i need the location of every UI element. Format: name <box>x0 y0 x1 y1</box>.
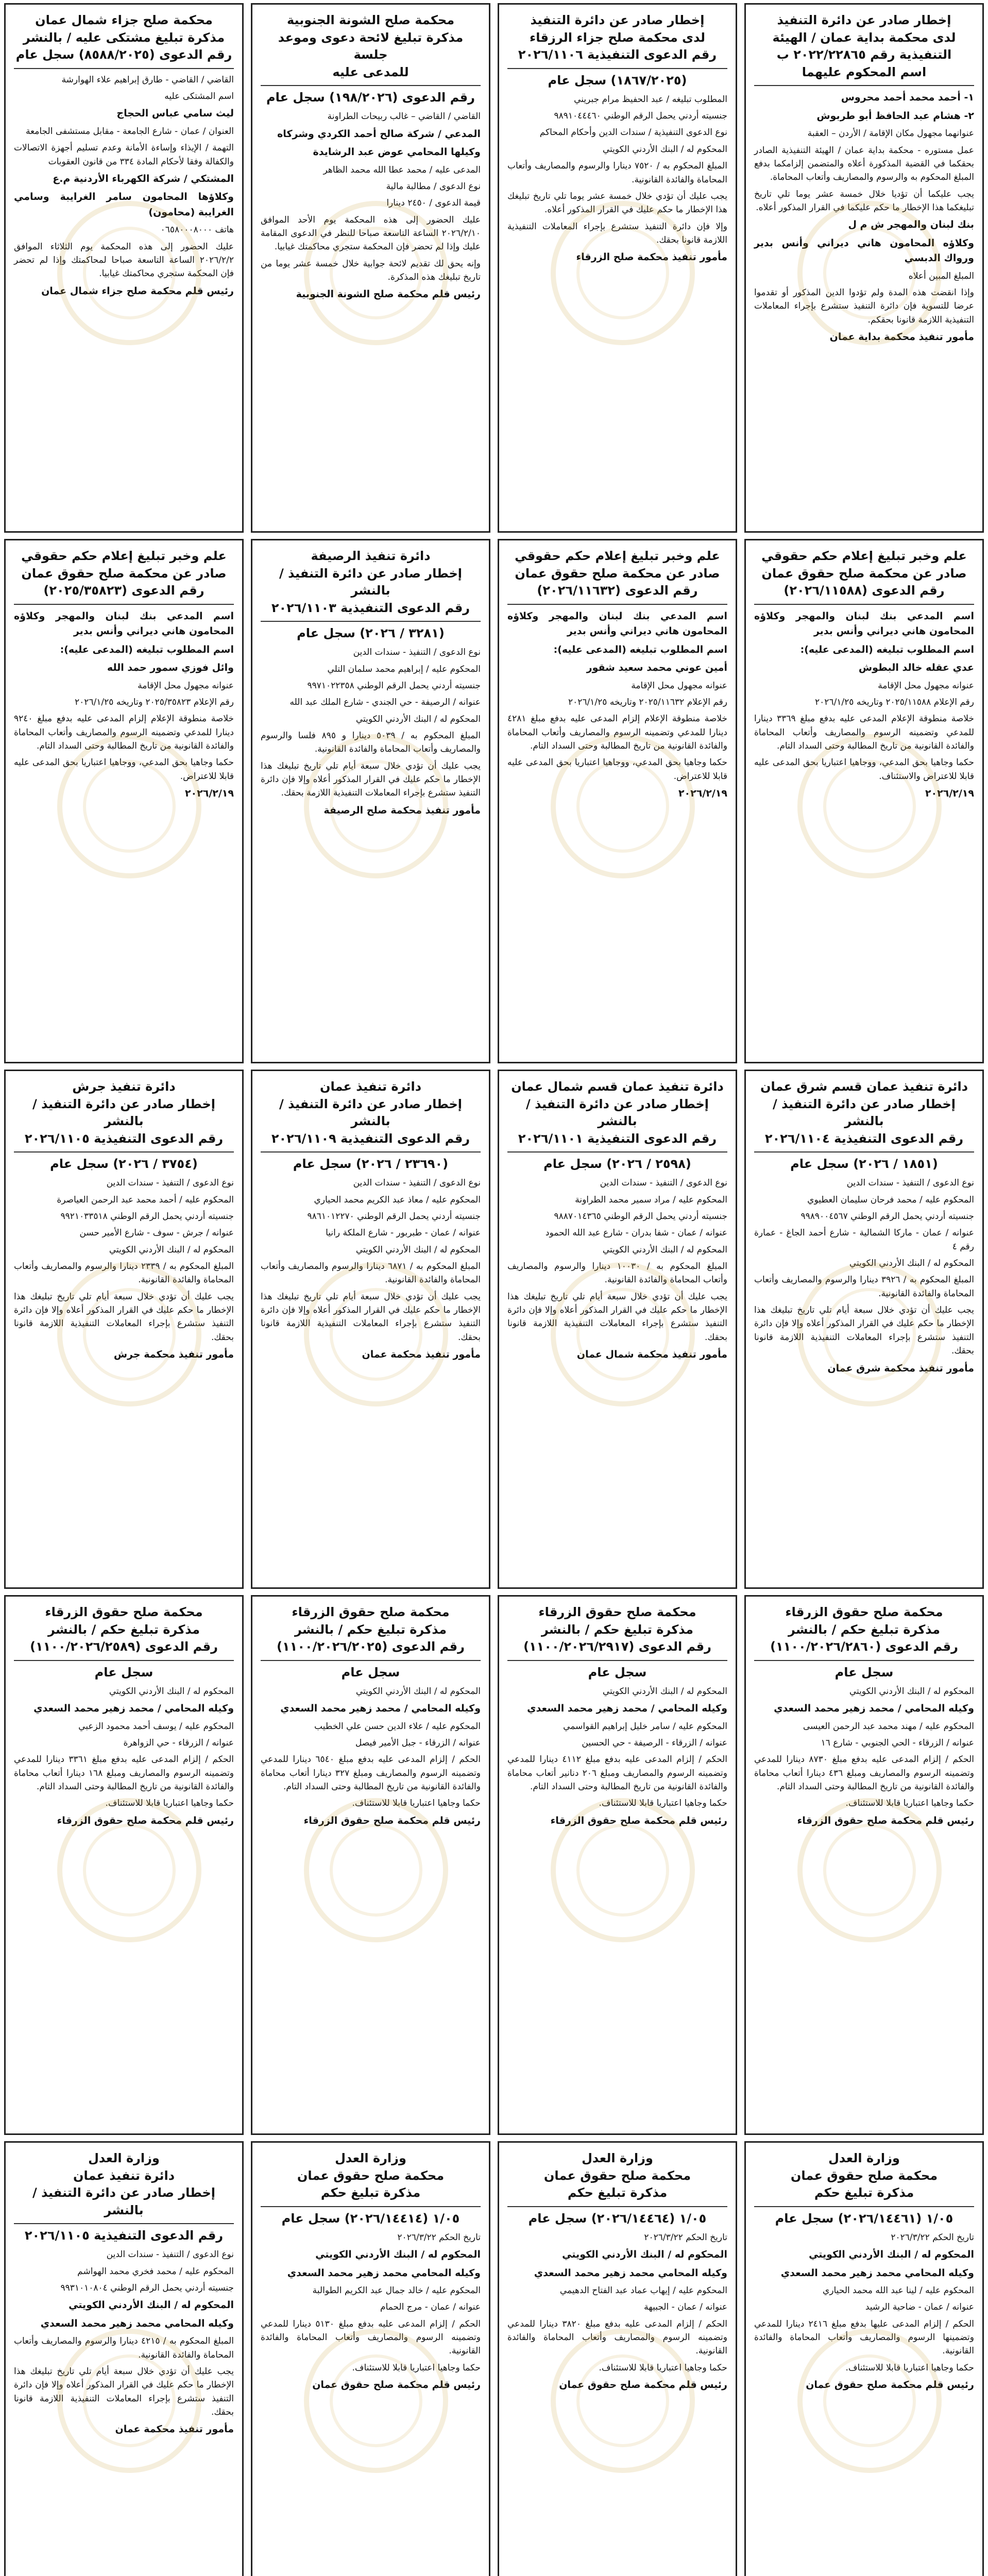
notice-heading <box>754 1078 974 1153</box>
notice-heading-line: إخطار صادر عن دائرة التنفيذ / بالنشر <box>525 1096 709 1129</box>
case-number: (٢٥٩٨ / ٢٠٢٦) سجل عام <box>543 1157 691 1172</box>
notice-paragraph: الحكم / إلزام المدعى عليه بدفع مبلغ ٣٨٢٠ دينارا للمدعي وتضمينه الرسوم والمصاريف وأتعاب المحاماة والفائدة القانونية. <box>507 2318 727 2357</box>
notice-paragraph: عليك الحضور إلى هذه المحكمة يوم الثلاثاء الموافق ٢٠٢٦/٢/٢ الساعة التاسعة صباحا لمحاكمتك وإذا لم تحضر فإن المحكمة ستجري محاكمتك غيابيا. <box>14 241 234 279</box>
notice-heading-line: دائرة تنفيذ عمان قسم شمال عمان <box>511 1079 724 1094</box>
notice-paragraph: نوع الدعوى / مطالبة مالية <box>386 181 481 192</box>
notice-paragraph: الحكم / إلزام المدعى عليه بدفع مبلغ ٤١١٢ دينارا للمدعي وتضمينه الرسوم والمصاريف ومبلغ ٢٠٦ دنانير أتعاب محاماة والفائدة القانونية من تاريخ المطالبة وحتى السداد التام. <box>507 1754 727 1792</box>
notice-body <box>14 73 234 299</box>
notice-paragraph: خلاصة منطوقة الإعلام إلزام المدعى عليه بدفع مبلغ ٤٢٨١ دينارا للمدعي وتضمينه الرسوم والمصاريف وأتعاب المحاماة والفائدة القانونية من تاريخ المطالبة وحتى السداد التام. <box>507 714 727 751</box>
notice-paragraph: اسم المدعي بنك لبنان والمهجر وكلاؤه المحامون هاني ديراني وأنس بدير <box>14 610 234 637</box>
notice-body <box>507 1176 727 1362</box>
notice-paragraph: وكيله المحامي محمد زهير محمد السعدي <box>40 2317 234 2329</box>
notice-heading-line: رقم الدعوى التنفيذية ٢٠٢٦/١١٠٤ <box>764 1131 964 1146</box>
notice-paragraph: الحكم / إلزام المدعى عليه بدفع مبلغ ٨٧٣٠ دينارا للمدعي وتضمينه الرسوم والمصاريف ومبلغ ٤٣٦ دينارا أتعاب محاماة والفائدة القانونية من تاريخ المطالبة وحتى السداد التام. <box>754 1754 975 1792</box>
notice-paragraph: مأمور تنفيذ محكمة جرش <box>113 1349 234 1361</box>
notice-paragraph: العنوان / عمان - شارع الجامعة - مقابل مستشفى الجامعة <box>25 126 234 137</box>
notice-heading-line: لدى محكمة صلح جزاء الرزقاء <box>529 30 706 45</box>
notice-paragraph: جنسيته أردني يحمل الرقم الوطني ٩٨٦١٠١٢٢٧٠ <box>307 1211 481 1222</box>
notice-body <box>261 1685 481 1828</box>
notice-heading-line: للمدعى عليه <box>332 64 409 79</box>
notice-heading <box>507 2150 727 2207</box>
notice-paragraph: وكيله المحامي / محمد زهير محمد السعدي <box>280 1703 481 1715</box>
notice-paragraph: وكيله المحامي / محمد زهير محمد السعدي <box>774 1703 974 1715</box>
notice-paragraph: ٢٠٢٦/٢/١٩ <box>184 787 234 799</box>
notice-paragraph: المحكوم عليه / لينا عبد الله محمد الحياري <box>823 2285 974 2296</box>
notice-heading-line: إخطار صادر عن دائرة التنفيذ / بالنشر <box>32 1096 216 1129</box>
notice-paragraph: المحكوم له / البنك الأردني الكويتي <box>355 714 481 724</box>
notice-body <box>507 1685 727 1828</box>
notice-heading-line: إخطار صادر عن دائرة التنفيذ <box>777 13 951 27</box>
legal-notice <box>498 539 737 1063</box>
notice-heading-line: رقم الدعوى التنفيذية ٢٠٢٦/١١٠٦ <box>518 47 717 62</box>
notice-paragraph: ٢- هشام عبد الحافظ أبو طربوش <box>816 110 974 122</box>
notice-paragraph: يجب عليك أن تؤدي خلال سبعة أيام تلي تاريخ تبليغك هذا الإخطار ما حكم عليك في القرار المذكور أعلاه وإلا فإن دائرة التنفيذ ستشرع بإجراء المعاملات التنفيذية اللازمة قانونا بحقك. <box>14 2366 234 2417</box>
notice-paragraph: جنسيته أردني يحمل الرقم الوطني ٩٨٩١٠٤٤٤٦٠ <box>554 111 727 122</box>
notice-paragraph: المبلغ المحكوم به / ٢٣٣٩ دينارا والرسوم والمصاريف وأتعاب المحاماة والفائدة القانونية. <box>14 1261 234 1285</box>
notice-paragraph: عنوانه / عمان - مرج الحمام <box>380 2302 481 2313</box>
notice-paragraph: هاتف ٠٦٥٨٠٠٠٨٠٠٠ <box>160 225 234 235</box>
notice-paragraph: المحكوم عليه / مهند محمد عبد الرحمن العيسى <box>803 1721 974 1732</box>
notice-paragraph: عنوانه مجهول محل الإقامة <box>138 680 234 691</box>
notice-heading-line: اسم المحكوم عليهما <box>802 64 927 79</box>
notice-paragraph: وإنه يحق لك تقديم لائحة جوابية خلال خمسة عشر يوما من تاريخ تبليغك هذه المذكرة. <box>261 258 481 282</box>
notice-paragraph: تاريخ الحكم ٢٠٢٦/٣/٢٢ <box>891 2232 974 2243</box>
notice-paragraph: مأمور تنفيذ محكمة عمان <box>362 1349 481 1361</box>
notice-heading <box>507 12 727 69</box>
notice-paragraph: عنوانه مجهول محل الإقامة <box>631 680 727 691</box>
notice-paragraph: رئيس قلم محكمة صلح حقوق عمان <box>312 2379 481 2391</box>
notice-paragraph: القاضي / القاضي – غالب ربيحات الطراونة <box>327 111 481 122</box>
legal-notice <box>498 2141 737 2576</box>
notice-heading <box>754 12 974 86</box>
notice-heading <box>507 1078 727 1153</box>
notice-paragraph: المدعى عليه / محمد عطا الله محمد الظاهر <box>323 164 481 175</box>
legal-notice <box>4 3 244 533</box>
notice-paragraph: الحكم / إلزام المدعى عليه بدفع مبلغ ٦٥٤٠ دينارا للمدعي وتضمينه الرسوم والمصاريف ومبلغ ٣٢٧ دينارا أتعاب محاماة والفائدة القانونية من تاريخ المطالبة وحتى السداد التام. <box>261 1754 481 1792</box>
notice-paragraph: المبلغ المحكوم به / ١٠٠٣٠ دينارا والرسوم والمصاريف وأتعاب المحاماة والفائدة القانونية. <box>507 1261 727 1285</box>
notice-paragraph: رئيس قلم محكمة صلح حقوق الزرقاء <box>57 1815 234 1826</box>
notice-paragraph: المحكوم عليه / معاذ عبد الكريم محمد الحياري <box>314 1194 481 1205</box>
notice-paragraph: تاريخ الحكم ٢٠٢٦/٣/٢٢ <box>397 2232 481 2243</box>
case-number: رقم الدعوى (١٩٨/٢٠٢٦) سجل عام <box>266 90 475 105</box>
notice-body <box>507 2231 727 2393</box>
notice-paragraph: المحكوم عليه / أحمد محمد عبد الرحمن العياصرة <box>57 1194 234 1205</box>
notice-paragraph: عنوانه / الزرقاء - الحي الجنوبي - شارع ١٦ <box>821 1737 974 1748</box>
notice-heading-line: دائرة تنفيذ عمان قسم شرق عمان <box>760 1079 968 1094</box>
notice-paragraph: بنك لبنان والمهجر ش م ل <box>848 219 974 231</box>
notice-heading-line: دائرة تنفيذ الرصيفة <box>311 549 431 563</box>
notice-body <box>261 1176 481 1362</box>
legal-notice <box>744 539 984 1063</box>
notice-paragraph: نوع الدعوى / التنفيذ - سندات الدين <box>106 2249 234 2260</box>
notice-paragraph: جنسيته أردني يحمل الرقم الوطني ٩٩٧١٠٢٢٣٥٨ <box>307 681 481 691</box>
notice-paragraph: عنوانه / الرصيفة - حي الجندي - شارع الملك عبد الله <box>289 697 481 708</box>
notice-paragraph: أمين عوني محمد سعيد شقور <box>586 662 727 674</box>
notice-paragraph: المحكوم عليه / يوسف أحمد محمود الزعبي <box>78 1721 234 1732</box>
notice-paragraph: المحكوم له / البنك الأردني الكويتي <box>355 1686 481 1697</box>
case-number: (٣٢٨١ / ٢٠٢٦) سجل عام <box>297 626 445 641</box>
notice-heading <box>14 548 234 605</box>
case-number: سجل عام <box>834 1665 894 1680</box>
notice-paragraph: اسم المشتكى عليه <box>164 91 234 102</box>
notice-heading-line: إخطار صادر عن دائرة التنفيذ / بالنشر <box>32 2185 216 2217</box>
case-number: ١/٠٥ (٢٠٢٦/١٤٤١٤) سجل عام <box>281 2211 460 2226</box>
notice-paragraph: يجب عليك أن تؤدي خلال سبعة أيام تلي تاريخ تبليغك هذا الإخطار ما حكم عليك في القرار المذكور أعلاه وإلا فإن دائرة التنفيذ ستشرع بإجراء المعاملات التنفيذية اللازمة قانونا بحقك. <box>261 1291 481 1343</box>
legal-notice <box>4 539 244 1063</box>
notice-paragraph: نوع الدعوى التنفيذية / سندات الدين وأحكام المحاكم <box>539 127 727 138</box>
notice-heading-line: محكمة صلح حقوق عمان <box>543 2168 691 2183</box>
notice-paragraph: التهمة / الإيذاء وإساءة الأمانة وعدم تسليم أجهزة الاتصالات والكفالة وفقا لأحكام المادة ٣٣٤ من قانون العقوبات <box>14 143 234 167</box>
notice-paragraph: المحكوم عليه / سامر خليل إبراهيم القواسمي <box>563 1721 727 1732</box>
notice-heading <box>754 2150 974 2207</box>
notice-paragraph: حكما وجاهيا اعتباريا قابلا للاستئناف. <box>599 2362 727 2373</box>
notice-heading-line: صادر عن محكمة صلح حقوق عمان <box>761 566 967 581</box>
notice-paragraph: اسم المطلوب تبليغه (المدعى عليه): <box>60 643 234 655</box>
notice-paragraph: عنوانه / عمان - ضاحية الرشيد <box>865 2302 974 2313</box>
notice-paragraph: عنوانه / عمان - الجبيهة <box>644 2302 727 2313</box>
case-number: سجل عام <box>588 1665 647 1680</box>
notice-paragraph: جنسيته أردني يحمل الرقم الوطني ٩٩٨٩٠٠٤٥٦٧ <box>800 1211 974 1222</box>
notice-paragraph: رئيس قلم محكمة صلح حقوق الزرقاء <box>797 1815 974 1826</box>
notice-paragraph: نوع الدعوى / التنفيذ - سندات الدين <box>600 1178 727 1189</box>
notice-paragraph: رقم الإعلام ٢٠٢٥/١١٦٣٢ وتاريخه ٢٠٢٦/١/٢٥ <box>568 697 727 707</box>
notice-paragraph: المحكوم عليه / محمد فخري محمد الهواشم <box>77 2266 234 2277</box>
notice-paragraph: المحكوم له / البنك الأردني الكويتي <box>355 1244 481 1255</box>
notice-paragraph: مأمور تنفيذ محكمة شرق عمان <box>827 1362 974 1374</box>
notice-heading-line: رقم الدعوى (١١٠٠/٢٠٢٦/٢٥٨٩) <box>30 1639 218 1654</box>
notice-heading-line: مذكرة تبليغ حكم <box>567 2185 668 2200</box>
notice-paragraph: المشتكي / شركة الكهرباء الأردنية م.ع <box>53 173 234 184</box>
notice-paragraph: المحكوم له / البنك الأردني الكويتي <box>315 2249 481 2261</box>
notice-paragraph: ١- أحمد محمد أحمد محروس <box>841 92 974 104</box>
notice-heading-line: رقم الدعوى (١١٠٠/٢٠٢٦/٢٩١٧) <box>523 1639 711 1654</box>
case-number: ١/٠٥ (٢٠٢٦/١٤٤٦٤) سجل عام <box>528 2211 707 2226</box>
legal-notice <box>4 1070 244 1589</box>
notice-paragraph: المحكوم له / البنك الأردني الكويتي <box>109 1686 234 1697</box>
legal-notice <box>251 2141 490 2576</box>
notice-heading <box>507 548 727 605</box>
notice-heading-line: إخطار صادر عن دائرة التنفيذ / بالنشر <box>772 1096 956 1129</box>
notice-heading <box>14 1604 234 1661</box>
notice-body <box>261 110 481 302</box>
legal-notice <box>251 1595 490 2135</box>
notice-heading-line: مذكرة تبليغ حكم <box>814 2185 914 2200</box>
notice-heading-line: محكمة صلح جزاء شمال عمان <box>35 13 213 27</box>
case-number: (١٨٦٧/٢٠٢٥) سجل عام <box>548 73 687 88</box>
notice-heading-line: دائرة تنفيذ عمان <box>319 1079 422 1094</box>
case-number: ١/٠٥ (٢٠٢٦/١٤٤٦١) سجل عام <box>775 2211 953 2226</box>
notice-heading-line: مذكرة تبليغ حكم / بالنشر <box>541 1622 694 1637</box>
notice-paragraph: المبلغ المحكوم به / ٦٨٧١ دينارا والرسوم والمصاريف وأتعاب المحاماة والفائدة القانونية. <box>261 1261 481 1285</box>
legal-notice <box>251 1070 490 1589</box>
notice-heading <box>261 2150 481 2207</box>
notice-heading-line: وزارة العدل <box>88 2151 160 2165</box>
notice-heading-line: إخطار صادر عن دائرة التنفيذ / بالنشر <box>279 566 463 598</box>
notice-paragraph: المحكوم عليه / محمد فرحان سليمان العطيوي <box>807 1194 974 1205</box>
notice-heading-line: مذكرة تبليغ لائحة دعوى وموعد جلسة <box>278 30 464 62</box>
notice-body <box>14 609 234 802</box>
notice-paragraph: الحكم / إلزام المدعى عليه بدفع مبلغ ٣٣٦١ دينارا للمدعي وتضمينه الرسوم والمصاريف ومبلغ ١٦٨ دينارا أتعاب محاماة والفائدة القانونية من تاريخ المطالبة وحتى السداد التام. <box>14 1754 234 1792</box>
notice-paragraph: وكلاؤه المحامون هاني ديراني وأنس بدير ورواك الدبسي <box>754 237 974 264</box>
notice-paragraph: حكما وجاهيا اعتباريا قابلا للاستئناف. <box>845 2362 974 2373</box>
notice-paragraph: المحكوم له / البنك الأردني الكويتي <box>809 2249 974 2261</box>
legal-notice <box>251 539 490 1063</box>
notice-paragraph: عدي عقله خالد البطوش <box>858 662 974 674</box>
notice-paragraph: مأمور تنفيذ محكمة شمال عمان <box>576 1349 727 1361</box>
legal-notice <box>4 2141 244 2576</box>
notice-heading-line: رقم الدعوى التنفيذية ٢٠٢٦/١١٠٩ <box>271 1131 470 1146</box>
notice-paragraph: المدعي / شركة صالح أحمد الكردي وشركاه <box>277 128 481 140</box>
notice-paragraph: خلاصة منطوقة الإعلام المدعى عليه بدفع مبلغ ٣٣٦٩ دينارا للمدعي وتضمينه الرسوم والمصاريف وأتعاب المحاماة والفائدة القانونية من تاريخ المطالبة وحتى السداد التام. <box>754 714 975 751</box>
notice-paragraph: مأمور تنفيذ محكمة صلح الرصيفة <box>323 804 481 816</box>
notice-paragraph: رقم الإعلام ٢٠٢٥/١١٥٨٨ وتاريخه ٢٠٢٦/١/٢٥ <box>815 697 974 707</box>
notice-paragraph: حكما وجاهيا اعتباريا قابلا للاستئناف. <box>352 1798 481 1809</box>
notice-heading-line: علم وخبر تبليغ إعلام حكم حقوقي <box>761 549 967 563</box>
notice-paragraph: الحكم / إلزام المدعى عليه بدفع مبلغ ٥١٣٠ دينارا للمدعي وتضمينه الرسوم والمصاريف وأتعاب المحاماة والفائدة القانونية. <box>261 2318 481 2357</box>
notice-heading-line: رقم الدعوى التنفيذية ٢٠٢٦/١١٠٣ <box>271 600 470 615</box>
notice-paragraph: رئيس قلم محكمة صلح الشونة الجنوبية <box>296 289 481 300</box>
notice-heading-line: صادر عن محكمة صلح حقوق عمان <box>21 566 227 581</box>
notice-paragraph: وكيله المحامي / محمد زهير محمد السعدي <box>33 1703 234 1715</box>
notice-heading-line: مذكرة تبليغ حكم / بالنشر <box>294 1622 447 1637</box>
notice-paragraph: حكما وجاهيا اعتباريا قابلا للاستئناف. <box>105 1798 234 1809</box>
notice-heading-line: رقم الدعوى (٨٥٨٨/٢٠٢٥) سجل عام <box>15 47 232 62</box>
legal-notice <box>4 1595 244 2135</box>
notice-paragraph: المحكوم له / البنك الأردني الكويتي <box>849 1686 974 1697</box>
notice-heading <box>261 12 481 86</box>
notice-paragraph: يجب عليك أن تؤدي خلال سبعة أيام تلي تاريخ تبليغك هذا الإخطار ما حكم عليك في القرار المذكور أعلاه وإلا فإن دائرة التنفيذ ستشرع بإجراء المعاملات التنفيذية اللازمة قانونا بحقك. <box>754 1305 974 1357</box>
notice-heading-line: مذكرة تبليغ مشتكى عليه / بالنشر <box>23 30 225 45</box>
notice-heading-line: مذكرة تبليغ حكم / بالنشر <box>788 1622 941 1637</box>
legal-notice <box>498 3 737 533</box>
notice-heading-line: إخطار صادر عن دائرة التنفيذ / بالنشر <box>279 1096 463 1129</box>
notice-paragraph: يجب عليك أن تؤدي خلال سبعة أيام تلي تاريخ تبليغك هذا الإخطار ما حكم عليك في القرار المذكور أعلاه وإلا فإن دائرة التنفيذ ستشرع بإجراء المعاملات التنفيذية اللازمة قانونا بحقك. <box>507 1291 727 1343</box>
notice-heading-line: وزارة العدل <box>335 2151 406 2165</box>
notice-heading-line: مذكرة تبليغ حكم / بالنشر <box>47 1622 200 1637</box>
notice-paragraph: رئيس قلم محكمة صلح جزاء شمال عمان <box>41 285 234 297</box>
notice-body <box>754 1685 974 1828</box>
notice-paragraph: وإلا فإن دائرة التنفيذ ستشرع بإجراء المعاملات التنفيذية اللازمة قانونا بحقك. <box>507 221 727 245</box>
notice-heading <box>507 1604 727 1661</box>
legal-notice <box>498 1070 737 1589</box>
notice-paragraph: عنوانه / الزرقاء - الرصيفة - حي الحسين <box>582 1737 727 1748</box>
notice-paragraph: المحكوم عليه / مراد سمير محمد الطراونة <box>575 1194 727 1205</box>
notice-heading-line: صادر عن محكمة صلح حقوق عمان <box>515 566 720 581</box>
notice-paragraph: ٢٠٢٦/٢/١٩ <box>678 787 727 799</box>
legal-notice <box>744 2141 984 2576</box>
notice-heading-line: رقم الدعوى (١١٠٠/٢٠٢٦/٢٠٢٥) <box>277 1639 465 1654</box>
legal-notice <box>251 3 490 533</box>
notice-paragraph: يجب عليك أن تؤدي خلال سبعة أيام تلي تاريخ تبليغك هذا الإخطار ما حكم عليك في القرار المذكور أعلاه وإلا فإن دائرة التنفيذ ستشرع بإجراء المعاملات التنفيذية اللازمة قانونا بحقك. <box>14 1291 234 1343</box>
legal-notice <box>744 1070 984 1589</box>
notice-heading-line: محكمة صلح حقوق الزرقاء <box>785 1605 943 1619</box>
notice-paragraph: المحكوم عليه / علاء الدين حسن علي الخطيب <box>314 1721 481 1732</box>
notice-heading-line: محكمة صلح حقوق الزرقاء <box>538 1605 696 1619</box>
case-number: سجل عام <box>94 1665 154 1680</box>
notice-body <box>754 90 974 345</box>
notice-paragraph: وكيله المحامي محمد زهير محمد السعدي <box>780 2267 974 2279</box>
notice-heading <box>754 1604 974 1661</box>
notice-paragraph: عنوانه / الزرقاء - حي الزواهرة <box>123 1737 234 1748</box>
notice-heading-line: رقم الدعوى (١١٠٠/٢٠٢٦/٢٨٦٠) <box>770 1639 958 1654</box>
notice-heading-line: رقم الدعوى التنفيذية ٢٠٢٦/١١٠٥ <box>24 1131 224 1146</box>
notice-paragraph: نوع الدعوى / التنفيذ - سندات الدين <box>846 1178 974 1189</box>
notice-paragraph: خلاصة منطوقة الإعلام إلزام المدعى عليه بدفع مبلغ ٩٢٤٠ دينارا للمدعي وتضمينه الرسوم والمصاريف وأتعاب المحاماة والفائدة القانونية من تاريخ المطالبة وحتى السداد التام. <box>14 714 234 751</box>
notice-paragraph: رئيس قلم محكمة صلح حقوق عمان <box>806 2379 974 2391</box>
notice-paragraph: المحكوم له / البنك الأردني الكويتي <box>562 2249 727 2261</box>
notice-heading-line: إخطار صادر عن دائرة التنفيذ <box>530 13 705 27</box>
notice-paragraph: اسم المدعي بنك لبنان والمهجر وكلاؤه المحامون هاني ديراني وأنس بدير <box>754 610 974 637</box>
notice-paragraph: يجب عليك أن تؤدي خلال خمسة عشر يوما تلي تاريخ تبليغك هذا الإخطار ما حكم عليك في القرار المذكور أعلاه. <box>507 191 727 215</box>
notice-paragraph: عنوانهما مجهول مكان الإقامة / الأردن – العقبة <box>807 128 974 139</box>
notice-paragraph: نوع الدعوى / التنفيذ - سندات الدين <box>353 1178 481 1189</box>
notice-paragraph: حكما وجاهيا اعتباريا قابلا للاستئناف. <box>845 1798 974 1809</box>
notice-paragraph: عليك الحضور إلى هذه المحكمة يوم الأحد الموافق ٢٠٢٦/٢/١٠ الساعة التاسعة صباحا للنظر في الدعوى المقامة عليك وإذا لم تحضر فإن المحكمة ستجري محاكمتك غيابيا. <box>261 214 481 252</box>
notice-paragraph: المحكوم عليه / إبراهيم محمد سلمان التلي <box>327 664 481 674</box>
notice-paragraph: تاريخ الحكم ٢٠٢٦/٣/٢٢ <box>644 2232 727 2243</box>
notice-body <box>261 2231 481 2393</box>
notice-heading-line: علم وخبر تبليغ إعلام حكم حقوقي <box>515 549 720 563</box>
notice-heading-line: محكمة صلح الشونة الجنوبية <box>286 13 455 27</box>
notice-paragraph: نوع الدعوى / التنفيذ - سندات الدين <box>106 1178 234 1189</box>
notice-paragraph: عنوانه / عمان - شفا بدران - شارع عبد الله الحمود <box>545 1228 727 1239</box>
notice-paragraph: حكما وجاهيا بحق المدعي، ووجاهيا اعتباريا بحق المدعى عليه قابلا للاعتراض والاستئناف. <box>754 757 974 782</box>
notice-body <box>261 646 481 818</box>
notice-paragraph: نوع الدعوى / التنفيذ - سندات الدين <box>353 647 481 658</box>
notice-heading-line: محكمة صلح حقوق الزرقاء <box>292 1605 450 1619</box>
notice-heading-line: رقم الدعوى التنفيذية ٢٠٢٦/١١٠١ <box>518 1131 717 1146</box>
notice-paragraph: رئيس قلم محكمة صلح حقوق عمان <box>559 2379 727 2391</box>
notice-paragraph: يجب عليك أن تؤدي خلال سبعة أيام تلي تاريخ تبليغك هذا الإخطار ما حكم عليك في القرار المذكور أعلاه وإلا فإن دائرة التنفيذ ستشرع بإجراء المعاملات التنفيذية اللازمة بحقك. <box>261 760 481 799</box>
notice-paragraph: المبلغ المحكوم به / ٤٢١٥ دينارا والرسوم والمصاريف وأتعاب المحاماة والفائدة القانونية. <box>14 2336 234 2360</box>
notice-paragraph: الحكم / إلزام المدعى عليها بدفع مبلغ ٢٤١٦ دينارا للمدعي وتضمينها الرسوم والمصاريف وأتعاب المحاماة والفائدة القانونية. <box>754 2318 974 2357</box>
legal-notice <box>744 1595 984 2135</box>
notice-paragraph: المبلغ المحكوم به / ٥٠٣٩ دينارا و ٨٩٥ فلسا والرسوم والمصاريف وأتعاب المحاماة والفائدة القانونية. <box>261 731 481 755</box>
case-number: (١٨٥١ / ٢٠٢٦) سجل عام <box>790 1157 938 1172</box>
notice-paragraph: رئيس قلم محكمة صلح حقوق الزرقاء <box>303 1815 481 1826</box>
notice-paragraph: القاضي / القاضي - طارق إبراهيم علاء الهوارشة <box>61 74 234 85</box>
case-number: (٢٣٦٩٠ / ٢٠٢٦) سجل عام <box>293 1157 449 1172</box>
notice-heading-line: وزارة العدل <box>582 2151 653 2165</box>
notice-heading-line: رقم الدعوى (٢٠٢٥/٣٥٨٢٣) <box>43 583 205 598</box>
notice-paragraph: قيمة الدعوى / ٢٤٥٠ دينارا <box>386 198 481 209</box>
notice-body <box>14 1685 234 1828</box>
notice-heading-line: رقم الدعوى (٢٠٢٦/١١٦٣٢) <box>537 583 698 598</box>
notice-body <box>507 93 727 265</box>
notice-paragraph: المطلوب تبليغه / عبد الحفيظ مرام جبريني <box>574 94 727 105</box>
legal-notice <box>498 1595 737 2135</box>
notice-paragraph: حكما وجاهيا بحق المدعي، ووجاهيا اعتباريا بحق المدعى عليه قابلا للاعتراض. <box>14 757 234 782</box>
notice-paragraph: جنسيته أردني يحمل الرقم الوطني ٩٩٢١٠٣٣٥١٨ <box>60 1211 234 1222</box>
notice-body <box>14 1176 234 1362</box>
notice-paragraph: رئيس قلم محكمة صلح حقوق الزرقاء <box>550 1815 727 1826</box>
notice-heading <box>14 12 234 69</box>
notice-paragraph: وكلاؤها المحامون سامر الغرايبة وسامي الغرايبة (محامون) <box>14 191 234 218</box>
notice-paragraph: وإذا انقضت هذه المدة ولم تؤدوا الدين المذكور أو تقدموا عرضا للتسوية فإن دائرة التنفيذ ستشرع بإجراء المعاملات التنفيذية اللازمة قانونا بحقكم. <box>754 287 974 325</box>
notice-body <box>754 1176 974 1376</box>
notice-paragraph: عنوانه / جرش - سوف - شارع الأمير حسن <box>79 1228 234 1239</box>
notice-heading-line: علم وخبر تبليغ إعلام حكم حقوقي <box>21 549 227 563</box>
case-number: رقم الدعوى التنفيذية ٢٠٢٦/١١٠٥ <box>24 2228 224 2243</box>
notice-paragraph: مأمور تنفيذ محكمة صلح الزرقاء <box>576 251 727 263</box>
notice-paragraph: عنوانه / عمان - طبربور - شارع الملكة رانيا <box>326 1228 481 1239</box>
notice-paragraph: المبلغ المحكوم به / ٧٥٢٠ دينارا والرسوم والمصاريف وأتعاب المحاماة والفائدة القانونية. <box>507 161 727 185</box>
notice-paragraph: حكما وجاهيا اعتباريا قابلا للاستئناف. <box>599 1798 727 1809</box>
notice-paragraph: مأمور تنفيذ محكمة عمان <box>115 2424 234 2435</box>
notice-paragraph: المحكوم له / البنك الأردني الكويتي <box>602 1686 727 1697</box>
notice-paragraph: اسم المدعي بنك لبنان والمهجر وكلاؤه المحامون هاني ديراني وأنس بدير <box>507 610 727 637</box>
notice-paragraph: المحكوم له / البنك الأردني الكويتي <box>602 1244 727 1255</box>
notice-body <box>754 609 974 802</box>
legal-notice <box>744 3 984 533</box>
notice-paragraph: ليث سامي عباس الحجاج <box>116 108 234 120</box>
notice-paragraph: المحكوم له / البنك الأردني الكويتي <box>849 1258 974 1269</box>
notice-paragraph: وكيله المحامي / محمد زهير محمد السعدي <box>527 1703 727 1715</box>
case-number: (٣٧٥٤ / ٢٠٢٦) سجل عام <box>50 1157 198 1172</box>
notice-paragraph: المبلغ المحكوم به / ٣٩٢٦ دينارا والرسوم والمصاريف وأتعاب المحاماة والفائدة القانونية. <box>754 1275 974 1299</box>
notice-paragraph: المحكوم له / البنك الأردني الكويتي <box>69 2299 234 2311</box>
notice-paragraph: عمل مستوره - محكمة بداية عمان / الهيئة التنفيذية الصادر بحقكما في القضية المذكورة أعلاه والمتضمن إلزامكما بدفع المبلغ المحكوم به والرسوم والمصاريف وأتعاب المحاماة. <box>754 145 974 183</box>
notice-heading <box>261 548 481 622</box>
notice-paragraph: حكما وجاهيا اعتباريا قابلا للاستئناف. <box>352 2362 481 2373</box>
notice-heading <box>14 2150 234 2224</box>
notice-paragraph: عنوانه / الزرقاء - جبل الأمير فيصل <box>355 1737 481 1748</box>
notice-body <box>507 609 727 802</box>
notice-paragraph: عنوانه / عمان - ماركا الشمالية - شارع أحمد الجاغ - عمارة رقم ٤ <box>754 1228 974 1252</box>
notice-heading <box>261 1604 481 1661</box>
notice-heading-line: مذكرة تبليغ حكم <box>320 2185 421 2200</box>
notice-paragraph: المحكوم له / البنك الأردني الكويتي <box>109 1244 234 1255</box>
notice-heading-line: دائرة تنفيذ جرش <box>72 1079 176 1094</box>
notice-paragraph: عنوانه مجهول محل الإقامة <box>878 680 974 691</box>
notice-paragraph: وكيله المحامي محمد زهير محمد السعدي <box>287 2267 481 2279</box>
notice-heading-line: رقم الدعوى (٢٠٢٦/١١٥٨٨) <box>783 583 945 598</box>
notice-paragraph: جنسيته أردني يحمل الرقم الوطني ٩٨٨٧٠١٤٣٦٥ <box>554 1211 727 1222</box>
notice-paragraph: رقم الإعلام ٢٠٢٥/٣٥٨٢٣ وتاريخه ٢٠٢٦/١/٢٥ <box>75 697 234 707</box>
notice-paragraph: وائل فوزي سمور حمد الله <box>107 662 234 674</box>
notice-paragraph: المحكوم له / البنك الأردني الكويتي <box>602 144 727 155</box>
notice-heading-line: محكمة صلح حقوق عمان <box>790 2168 938 2183</box>
notice-paragraph: جنسيته أردني يحمل الرقم الوطني ٩٩٣١٠١٠٨٠٤ <box>60 2283 234 2294</box>
notice-heading <box>14 1078 234 1153</box>
notice-heading-line: وزارة العدل <box>828 2151 900 2165</box>
case-number: سجل عام <box>341 1665 400 1680</box>
notice-heading-line: لدى محكمة بداية عمان / الهيئة التنفيذية رقم ٢٠٢٢/٢٢٨٦٥ ب <box>772 30 956 62</box>
notice-paragraph: اسم المطلوب تبليغه (المدعى عليه): <box>553 643 727 655</box>
notice-heading <box>261 1078 481 1153</box>
notice-paragraph: وكيلها المحامي عوض عبد الرشايدة <box>313 146 481 158</box>
notice-body <box>754 2231 974 2393</box>
notice-heading-line: محكمة صلح حقوق عمان <box>297 2168 445 2183</box>
notice-paragraph: ٢٠٢٦/٢/١٩ <box>925 787 974 799</box>
notice-heading <box>754 548 974 605</box>
notice-paragraph: اسم المطلوب تبليغه (المدعى عليه): <box>800 643 974 655</box>
notice-paragraph: المحكوم عليه / خالد جمال عبد الكريم الطوالبة <box>312 2285 481 2296</box>
notice-paragraph: المبلغ المبين أعلاه <box>908 270 974 281</box>
notice-heading-line: محكمة صلح حقوق الزرقاء <box>45 1605 203 1619</box>
notice-paragraph: وكيله المحامي محمد زهير محمد السعدي <box>534 2267 727 2279</box>
notice-paragraph: المحكوم عليه / إيهاب عماد عبد الفتاح الدهيمي <box>559 2285 727 2296</box>
notice-paragraph: حكما وجاهيا بحق المدعي، ووجاهيا اعتباريا بحق المدعى عليه قابلا للاعتراض. <box>507 757 727 782</box>
notice-body <box>14 2248 234 2437</box>
notice-heading-line: دائرة تنفيذ عمان <box>73 2168 175 2183</box>
notice-paragraph: يجب عليكما أن تؤديا خلال خمسة عشر يوما تلي تاريخ تبليغكما هذا الإخطار ما حكم عليكما في القرار المذكور أعلاه. <box>754 189 974 213</box>
notice-paragraph: مأمور تنفيذ محكمة بداية عمان <box>829 331 974 343</box>
